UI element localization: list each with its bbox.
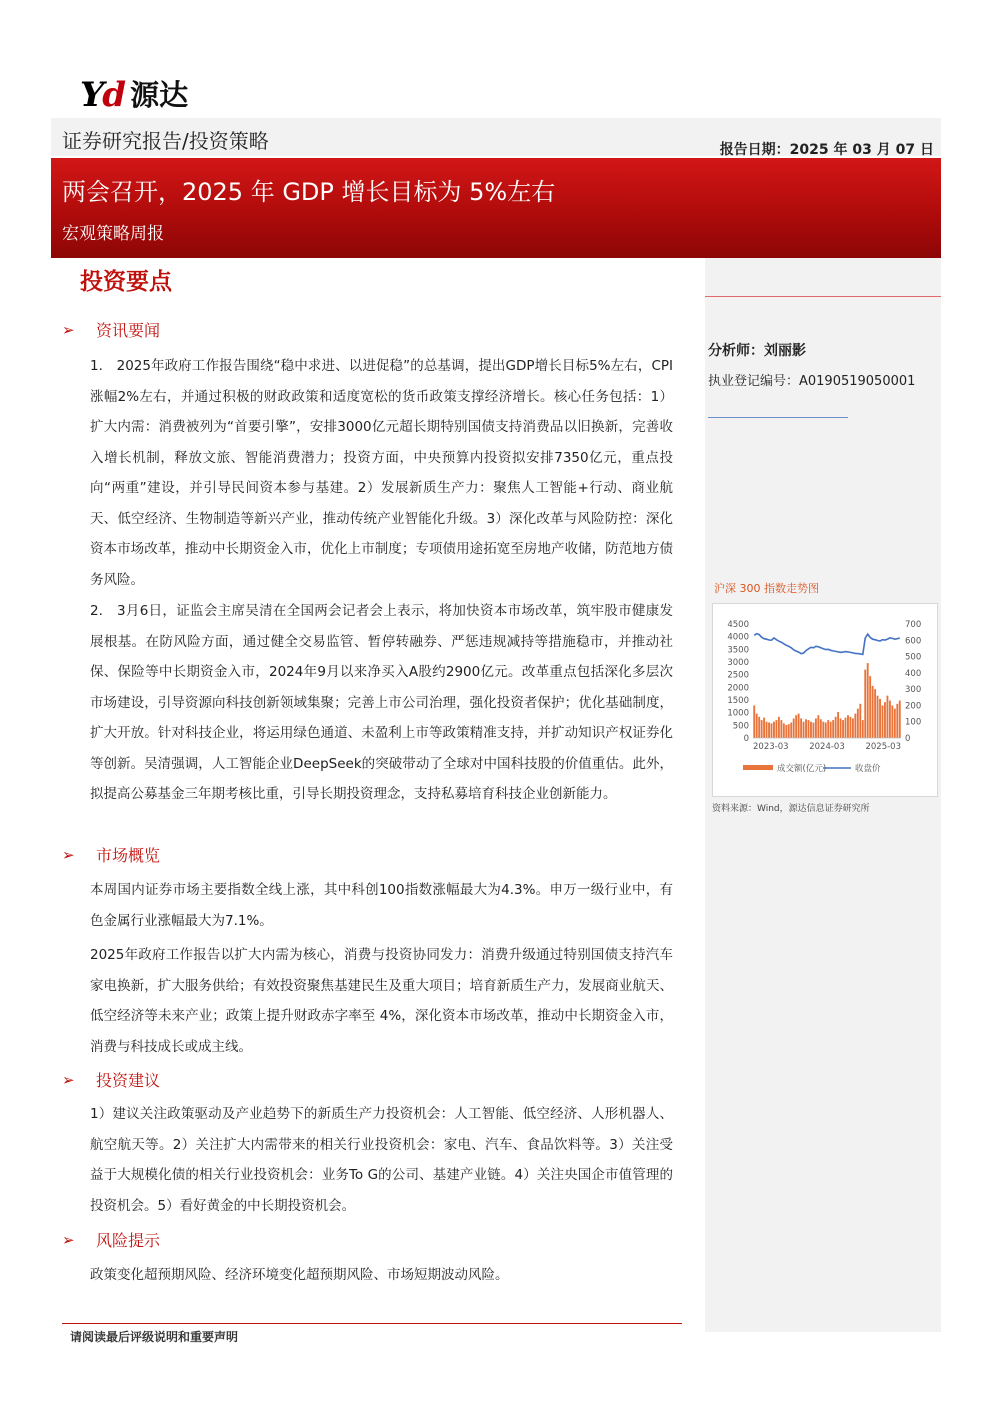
volume-bar [827, 720, 829, 738]
volume-bar [817, 715, 819, 738]
y-left-tick-label: 4000 [727, 632, 749, 643]
section-title: 资讯要闻 [96, 321, 161, 340]
volume-bar [872, 686, 874, 738]
volume-bar [803, 722, 805, 738]
paragraph: 2025年政府工作报告以扩大内需为核心，消费与投资协同发力：消费升级通过特别国债支持汽车家电换新，扩大服务供给；有效投资聚焦基建民生及重大项目；培育新质生产力，发展商业航天、低空经济等未来产业；政策上提升财政赤字率至 4%，深化资本市场改革，推动中长期资金入市，消费与科技成长或成主线。 [90, 947, 673, 1055]
report-category: 证券研究报告/投资策略 [62, 129, 269, 153]
volume-bar [859, 704, 861, 738]
volume-bar [830, 722, 832, 738]
volume-bar [813, 723, 815, 738]
chevron-right-icon: ➢ [62, 320, 75, 339]
chart-title: 沪深 300 指数走势图 [714, 582, 819, 595]
footer-divider [62, 1323, 682, 1324]
volume-bar [869, 676, 871, 738]
volume-bar [845, 718, 847, 738]
paragraph: 1）建议关注政策驱动及产业趋势下的新质生产力投资机会：人工智能、低空经济、人形机器人、航空航天等。2）关注扩大内需带来的相关行业投资机会：家电、汽车、食品饮料等。3）关注受益于大规模化债的相关行业投资机会：业务To G的公司、基建产业链。4）关注央国企市值管理的投资机会。5）看好黄金的中长期投资机会。 [90, 1106, 673, 1214]
y-left-tick-label: 1000 [727, 708, 749, 719]
volume-bar [857, 709, 859, 738]
section-title: 投资建议 [96, 1071, 161, 1090]
report-date: 报告日期：2025 年 03 月 07 日 [719, 142, 934, 158]
volume-bar [891, 705, 893, 738]
volume-bar [850, 717, 852, 738]
y-left-tick-label: 3500 [727, 645, 749, 656]
volume-bar [793, 718, 795, 738]
volume-bar [835, 717, 837, 738]
volume-bar [854, 714, 856, 738]
volume-bar [832, 720, 834, 738]
volume-bar [788, 724, 790, 738]
volume-bar [847, 715, 849, 738]
y-right-tick-label: 500 [905, 652, 922, 663]
logo-mark: Yd [80, 75, 125, 115]
volume-bar [758, 717, 760, 738]
chevron-right-icon: ➢ [62, 845, 75, 864]
volume-bar [879, 699, 881, 738]
y-right-tick-label: 300 [905, 685, 922, 696]
volume-bar [889, 701, 891, 738]
section-title: 市场概览 [96, 846, 161, 865]
paragraph: 政策变化超预期风险、经济环境变化超预期风险、市场短期波动风险。 [90, 1267, 509, 1283]
report-subtitle: 宏观策略周报 [62, 224, 164, 244]
sidebar-divider-blue [708, 417, 848, 418]
volume-bar [852, 718, 854, 738]
volume-bar [822, 722, 824, 738]
volume-bar [840, 718, 842, 738]
registration-number: 执业登记编号：A0190519050001 [708, 374, 916, 389]
volume-bar [874, 689, 876, 738]
chart-source: 资料来源：Wind，源达信息证券研究所 [712, 804, 870, 814]
chevron-right-icon: ➢ [62, 1230, 75, 1249]
chart-canvas [713, 604, 937, 796]
y-right-tick-label: 0 [905, 734, 911, 744]
volume-bar [778, 717, 780, 738]
legend-label-close: 收盘价 [855, 764, 881, 774]
logo [80, 75, 189, 115]
volume-bar [810, 722, 812, 738]
legend-swatch-volume [743, 765, 773, 770]
x-tick-label: 2024-03 [809, 742, 845, 752]
analyst-name: 分析师：刘丽影 [708, 343, 806, 359]
section-header-news [62, 318, 160, 341]
volume-bar [756, 714, 758, 738]
volume-bar [894, 709, 896, 738]
y-left-tick-label: 2500 [727, 670, 749, 681]
volume-bar [798, 714, 800, 738]
volume-bar [864, 670, 866, 738]
y-right-tick-label: 100 [905, 717, 922, 728]
y-left-tick-label: 500 [732, 721, 749, 732]
volume-bar [753, 705, 755, 738]
paragraph: 本周国内证券市场主要指数全线上涨，其中科创100指数涨幅最大为4.3%。申万一级行业中，有色金属行业涨幅最大为7.1%。 [90, 882, 673, 929]
volume-bar [771, 723, 773, 738]
logo-text: 源达 [130, 77, 189, 112]
section-header-risk [62, 1228, 160, 1251]
paragraph: 2. 3月6日，证监会主席吴清在全国两会记者会上表示，将加快资本市场改革，筑牢股市健康发展根基。在防风险方面，通过健全交易监管、暂停转融券、严惩违规减持等措施稳市，并推动社保、保险等中长期资金入市，2024年9月以来净买入A股约2900亿元。改革重点包括深化多层次市场建设，引导资源向科技创新领域集聚；完善上市公司治理，强化投资者保护；优化基础制度，扩大开放。针对科技企业，将运用绿色通道、未盈利上市等政策精准支持，并扩动知识产权证券化等创新。吴清强调，人工智能企业DeepSeek的突破带动了全球对中国科技股的价值重估。此外，拟提高公募基金三年期考核比重，引导长期投资理念，支持私募培育科技企业创新能力。 [90, 603, 673, 802]
volume-bar [766, 722, 768, 738]
volume-bar [808, 720, 810, 738]
volume-bar [867, 663, 869, 738]
y-left-tick-label: 4500 [727, 620, 749, 630]
y-right-tick-label: 700 [905, 620, 922, 630]
volume-bar [825, 723, 827, 738]
volume-bar [776, 720, 778, 738]
legend-label-volume: 成交额(亿元) [777, 764, 827, 774]
volume-bar [800, 718, 802, 738]
volume-bar [785, 725, 787, 738]
volume-bar [763, 718, 765, 738]
volume-bar [790, 723, 792, 738]
volume-bar [768, 723, 770, 738]
volume-bar [795, 715, 797, 738]
x-tick-label: 2023-03 [753, 742, 789, 752]
y-left-tick-label: 0 [743, 734, 749, 744]
main-heading: 投资要点 [80, 269, 172, 295]
chevron-right-icon: ➢ [62, 1070, 75, 1089]
y-right-tick-label: 600 [905, 636, 922, 647]
csi300-chart [712, 603, 938, 797]
volume-bar [773, 722, 775, 738]
volume-bar [837, 712, 839, 738]
volume-bar [780, 720, 782, 738]
report-title: 两会召开，2025 年 GDP 增长目标为 5%左右 [62, 178, 556, 206]
volume-bar [884, 702, 886, 738]
volume-bar [805, 719, 807, 738]
volume-bar [820, 719, 822, 738]
volume-bar [899, 701, 901, 738]
y-right-tick-label: 400 [905, 668, 922, 679]
footer-disclaimer: 请阅读最后评级说明和重要声明 [70, 1330, 239, 1344]
volume-bar [877, 696, 879, 738]
volume-bar [882, 705, 884, 738]
volume-bar [783, 723, 785, 738]
volume-bar [761, 720, 763, 738]
volume-bar [896, 704, 898, 738]
y-left-tick-label: 1500 [727, 696, 749, 706]
y-left-tick-label: 3000 [727, 658, 749, 668]
x-tick-label: 2025-03 [865, 742, 901, 752]
section-title: 风险提示 [96, 1231, 161, 1250]
volume-bar [887, 696, 889, 738]
y-right-tick-label: 200 [905, 701, 922, 712]
section-header-market [62, 843, 160, 866]
volume-bar [815, 718, 817, 738]
close-price-line [754, 634, 900, 655]
volume-bar [842, 720, 844, 738]
sidebar-divider [705, 296, 941, 297]
volume-bar [862, 720, 864, 738]
section-header-advice [62, 1068, 160, 1091]
paragraph: 1. 2025年政府工作报告围绕“稳中求进、以进促稳”的总基调，提出GDP增长目标5%左右，CPI涨幅2%左右，并通过积极的财政政策和适度宽松的货币政策支撑经济增长。核心任务包括：1）扩大内需：消费被列为“首要引擎”，安排3000亿元超长期特别国债支持消费品以旧换新，完善收入增长机制，释放文旅、智能消费潜力；投资方面，中央预算内投资拟安排7350亿元，重点投向“两重”建设，并引导民间资本参与基建。2）发展新质生产力：聚焦人工智能+行动、商业航天、低空经济、生物制造等新兴产业，推动传统产业智能化升级。3）深化改革与风险防控：深化资本市场改革，推动中长期资金入市，优化上市制度；专项债用途拓宽至房地产收储，防范地方债务风险。 [90, 358, 673, 588]
y-left-tick-label: 2000 [727, 683, 749, 694]
